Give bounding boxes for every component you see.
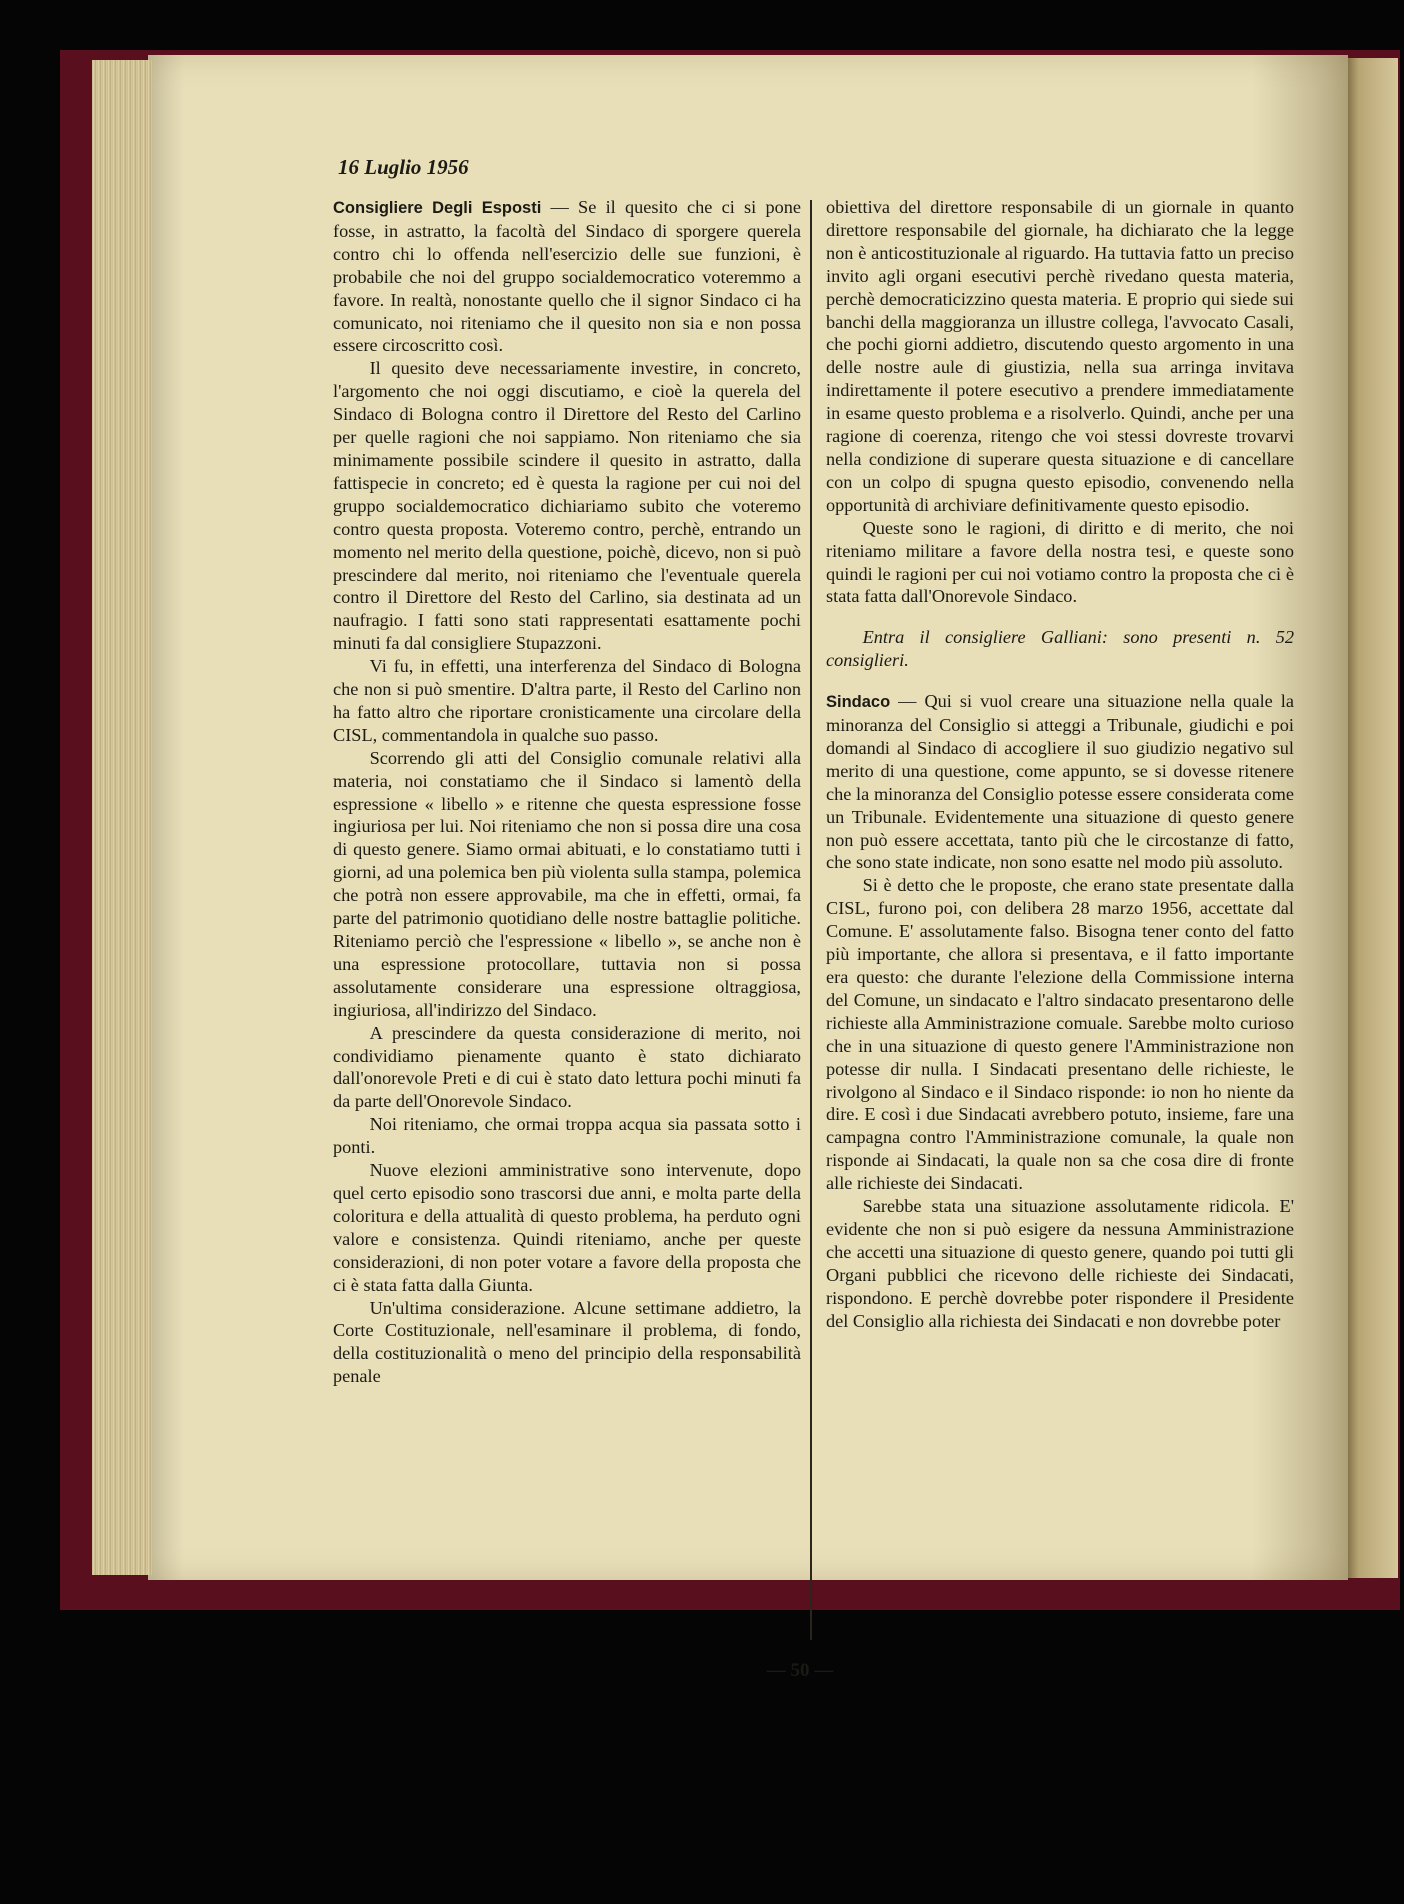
next-page-edge [1342, 58, 1398, 1578]
paragraph: Un'ultima considerazione. Alcune settimane addietro, la Corte Costituzionale, nell'esaminare il problema, di fondo, della costituzionalità o meno del principio della responsabilità penale [333, 1297, 801, 1387]
page-date-header: 16 Luglio 1956 [338, 155, 469, 179]
paragraph: Il quesito deve necessariamente investire, in concreto, l'argomento che noi oggi discutiamo, e cioè la querela del Sindaco di Bologna contro il Direttore del Resto del Carlino per quelle ragioni che noi sappiamo. Non riteniamo che sia minimamente possibile scindere il quesito in astratto, dalla fattispecie in concreto; ed è questa la ragione per cui noi del gruppo socialdemocratico dichiariamo subito che voteremo contro questa proposta. Voteremo contro, perchè, entrando un momento nel merito della questione, poichè, dicevo, non si può prescindere dal merito, noi riteniamo che l'eventuale querela contro il Direttore del Resto del Carlino, sia destinata ad un naufragio. I fatti sono stati rappresentati esattamente pochi minuti fa dal consigliere Stupazzoni. [333, 358, 801, 654]
paragraph: Sarebbe stata una situazione assolutamente ridicola. E' evidente che non si può esigere da nessuna Amministrazione che accetti una situazione di questo genere, quando poi tutti gli Organi pubblici che ricevono delle richieste dei Sindacati, rispondono. E perchè dovrebbe poter rispondere il Presidente del Consiglio alla richiesta dei Sindacati e non dovrebbe poter [826, 1196, 1294, 1331]
right-column [826, 196, 1294, 1333]
stage-direction: Entra il consigliere Galliani: sono presenti n. 52 consiglieri. [826, 627, 1294, 671]
page-stack-edge [92, 60, 152, 1575]
paragraph-text: — Qui si vuol creare una situazione nella quale la minoranza del Consiglio si atteggi a Tribunale, giudichi e poi domandi al Sindaco di accogliere il suo giudizio negativo sul merito di una questione, come appunto, se si dovesse ritenere che la minoranza del Consiglio potesse essere considerata come un Tribunale. Evidentemente una situazione di questo genere non può essere accettata, tanto più che le circostanze di fatto, che sono state indicate, non sono esatte nel modo più assoluto. [826, 691, 1294, 873]
page-number: — 50 — [766, 1660, 834, 1681]
paragraph [826, 690, 1294, 874]
paragraph: Vi fu, in effetti, una interferenza del Sindaco di Bologna che non si può smentire. D'altra parte, il Resto del Carlino non ha fatto altro che riportare cronisticamente una circolare della CISL, commentandola in qualche suo passo. [333, 656, 801, 745]
paragraph [333, 196, 801, 357]
paragraph: Si è detto che le proposte, che erano state presentate dalla CISL, furono poi, con delibera 28 marzo 1956, accettate dal Comune. E' assolutamente falso. Bisogna tener conto del fatto più importante, che allora si presentava, e il fatto importante era questo: che durante l'elezione della Commissione interna del Comune, un sindacato e l'altro sindacato presentarono delle richieste alla Amministrazione comuale. Sarebbe molto curioso che in una situazione di questo genere l'Amministrazione non potesse dir nulla. I Sindacati presentano delle richieste, le rivolgono al Sindaco e il Sindaco risponde: io non ho niente da dire. E così i due Sindacati avrebbero potuto, insieme, fare una campagna contro l'Amministrazione comunale, la quale non risponde ai Sindacati, la quale non sa che cosa dire di fronte alle richieste dei Sindacati. [826, 875, 1294, 1194]
column-divider [810, 200, 812, 1640]
paragraph: A prescindere da questa considerazione di merito, noi condividiamo pienamente quanto è stato dichiarato dall'onorevole Preti e di cui è stato dato lettura pochi minuti fa da parte dell'Onorevole Sindaco. [333, 1022, 801, 1112]
speaker-name: Consigliere Degli Esposti [333, 199, 542, 217]
left-column [333, 196, 801, 1388]
paragraph-text: — Se il quesito che ci si pone fosse, in astratto, la facoltà del Sindaco di sporgere querela contro chi lo offenda nell'esercizio delle sue funzioni, è probabile che noi del gruppo socialdemocratico voteremmo a favore. In realtà, nonostante quello che il signor Sindaco ci ha comunicato, noi riteniamo che il quesito non sia e non possa essere circoscritto così. [333, 197, 801, 356]
speaker-name: Sindaco [826, 693, 891, 712]
paragraph: Scorrendo gli atti del Consiglio comunale relativi alla materia, noi constatiamo che il Sindaco si lamentò della espressione « libello » e ritenne che questa espressione fosse ingiuriosa per lui. Noi riteniamo che non si possa dire una cosa di questo genere. Siamo ormai abituati, e lo constatiamo tutti i giorni, ad una polemica ben più violenta sulla stampa, polemica che potrà non essere approvabile, ma che in effetti, ormai, fa parte del patrimonio quotidiano delle nostre battaglie politiche. Riteniamo perciò che l'espressione « libello », se anche non è una espressione protocollare, tuttavia non si possa assolutamente considerare una espressione oltraggiosa, ingiuriosa, all'indirizzo del Sindaco. [333, 747, 801, 1020]
paragraph: Queste sono le ragioni, di diritto e di merito, che noi riteniamo militare a favore della nostra tesi, e queste sono quindi le ragioni per cui noi votiamo contro la proposta che ci è stata fatta dall'Onorevole Sindaco. [826, 517, 1294, 607]
paragraph: Nuove elezioni amministrative sono intervenute, dopo quel certo episodio sono trascorsi due anni, e molta parte della coloritura e della attualità di questo problema, ha perduto ogni valore e consistenza. Quindi riteniamo, anche per queste considerazioni, di non poter votare a favore della proposta che ci è stata fatta dalla Giunta. [333, 1160, 801, 1295]
paragraph: Noi riteniamo, che ormai troppa acqua sia passata sotto i ponti. [333, 1114, 801, 1158]
paragraph: obiettiva del direttore responsabile di un giornale in quanto direttore responsabile del giornale, ha dichiarato che la legge non è anticostituzionale al riguardo. Ha tuttavia fatto un preciso invito agli organi esecutivi perchè rivedano questa materia, perchè democraticizzino questa materia. E proprio qui siede sui banchi della maggioranza un illustre collega, l'avvocato Casali, che pochi giorni addietro, discutendo questo argomento in una delle nostre aule di giustizia, nella sua arringa invitava indirettamente il potere esecutivo a prendere immediatamente in esame questo problema e a risolverlo. Quindi, anche per una ragione di coerenza, ritengo che voi stessi dovreste trovarvi nella condizione di superare questa situazione e di cancellare con un colpo di spugna questo episodio, convenendo nella opportunità di archiviare definitivamente questo episodio. [826, 197, 1294, 515]
